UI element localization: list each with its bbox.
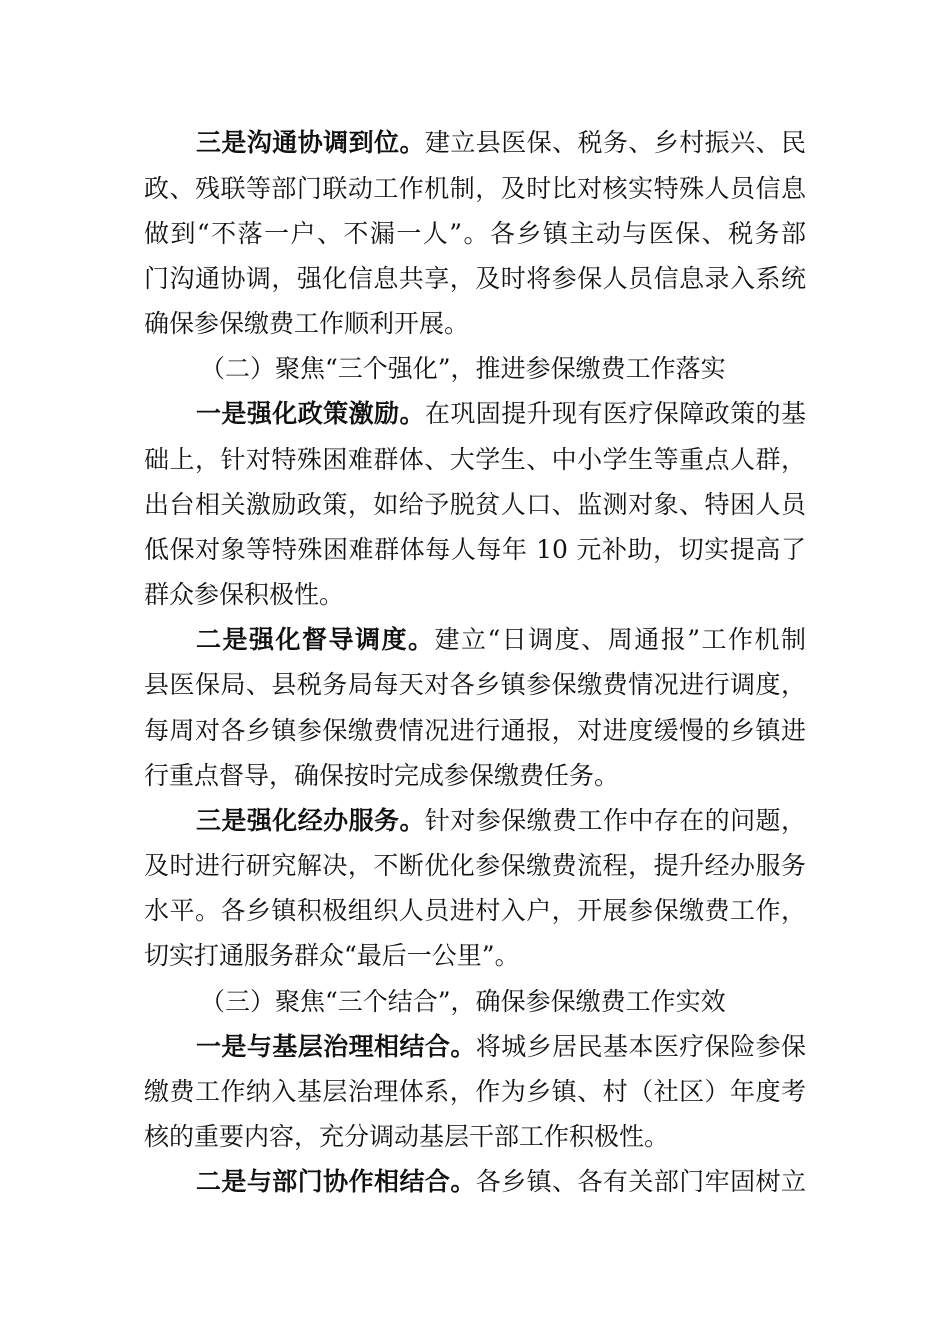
line-text: 每周对各乡镇参保缴费情况进行通报，对进度缓慢的乡镇进 bbox=[144, 716, 806, 745]
paragraph-line bbox=[144, 761, 806, 791]
paragraph-line bbox=[144, 174, 806, 204]
paragraph-line bbox=[144, 670, 806, 700]
line-text: 确保参保缴费工作顺利开展。 bbox=[144, 309, 470, 338]
paragraph-line bbox=[196, 128, 806, 158]
emphasis-lead: 一是与基层治理相结合。 bbox=[196, 1032, 476, 1061]
line-text: 行重点督导，确保按时完成参保缴费任务。 bbox=[144, 761, 620, 790]
emphasis-lead: 二是强化督导调度。 bbox=[196, 625, 435, 654]
emphasis-lead: 二是与部门协作相结合。 bbox=[196, 1167, 476, 1196]
line-text: 核的重要内容，充分调动基层干部工作积极性。 bbox=[144, 1122, 670, 1151]
paragraph-line bbox=[144, 851, 806, 881]
section-heading bbox=[200, 987, 760, 1017]
line-text: 针对参保缴费工作中存在的问题， bbox=[424, 806, 806, 835]
line-text: 政、残联等部门联动工作机制，及时比对核实特殊人员信息 bbox=[144, 174, 806, 203]
paragraph-line bbox=[144, 445, 806, 475]
section-heading bbox=[200, 354, 760, 384]
line-text: 水平。各乡镇积极组织人员进村入户，开展参保缴费工作， bbox=[144, 896, 806, 925]
paragraph-line bbox=[144, 580, 806, 610]
paragraph-line bbox=[196, 625, 806, 655]
paragraph-line bbox=[196, 1032, 806, 1062]
paragraph-line bbox=[144, 941, 806, 971]
paragraph-line bbox=[144, 535, 806, 565]
paragraph-line bbox=[196, 1167, 806, 1197]
paragraph-line bbox=[144, 309, 806, 339]
line-text: 低保对象等特殊困难群体每人每年 10 元补助，切实提高了 bbox=[144, 535, 806, 564]
paragraph-line bbox=[144, 896, 806, 926]
paragraph-line bbox=[144, 264, 806, 294]
paragraph-line bbox=[144, 219, 806, 249]
paragraph-line bbox=[144, 1122, 806, 1152]
line-text: 将城乡居民基本医疗保险参保 bbox=[475, 1032, 806, 1061]
line-text: 县医保局、县税务局每天对各乡镇参保缴费情况进行调度， bbox=[144, 670, 806, 699]
line-text: 建立“日调度、周通报”工作机制 bbox=[434, 625, 806, 654]
line-text: 缴费工作纳入基层治理体系，作为乡镇、村（社区）年度考 bbox=[144, 1077, 806, 1106]
line-text: 各乡镇、各有关部门牢固树立 bbox=[475, 1167, 806, 1196]
line-text: 门沟通协调，强化信息共享，及时将参保人员信息录入系统 bbox=[144, 264, 806, 293]
emphasis-lead: 一是强化政策激励。 bbox=[196, 399, 425, 428]
line-text: 做到“不落一户、不漏一人”。各乡镇主动与医保、税务部 bbox=[144, 219, 806, 248]
line-text: 切实打通服务群众“最后一公里”。 bbox=[144, 941, 520, 970]
paragraph-line bbox=[196, 806, 806, 836]
paragraph-line bbox=[144, 716, 806, 746]
emphasis-lead: 三是强化经办服务。 bbox=[196, 806, 425, 835]
emphasis-lead: 三是沟通协调到位。 bbox=[196, 128, 425, 157]
paragraph-line bbox=[144, 490, 806, 520]
line-text: 出台相关激励政策，如给予脱贫人口、监测对象、特困人员 bbox=[144, 490, 806, 519]
line-text: 建立县医保、税务、乡村振兴、民 bbox=[424, 128, 806, 157]
heading-text: （三）聚焦“三个结合”，确保参保缴费工作实效 bbox=[200, 987, 726, 1016]
line-text: 在巩固提升现有医疗保障政策的基 bbox=[424, 399, 806, 428]
line-text: 础上，针对特殊困难群体、大学生、中小学生等重点人群， bbox=[144, 445, 806, 474]
line-text: 群众参保积极性。 bbox=[144, 580, 345, 609]
line-text: 及时进行研究解决，不断优化参保缴费流程，提升经办服务 bbox=[144, 851, 806, 880]
paragraph-line bbox=[196, 399, 806, 429]
paragraph-line bbox=[144, 1077, 806, 1107]
heading-text: （二）聚焦“三个强化”，推进参保缴费工作落实 bbox=[200, 354, 726, 383]
